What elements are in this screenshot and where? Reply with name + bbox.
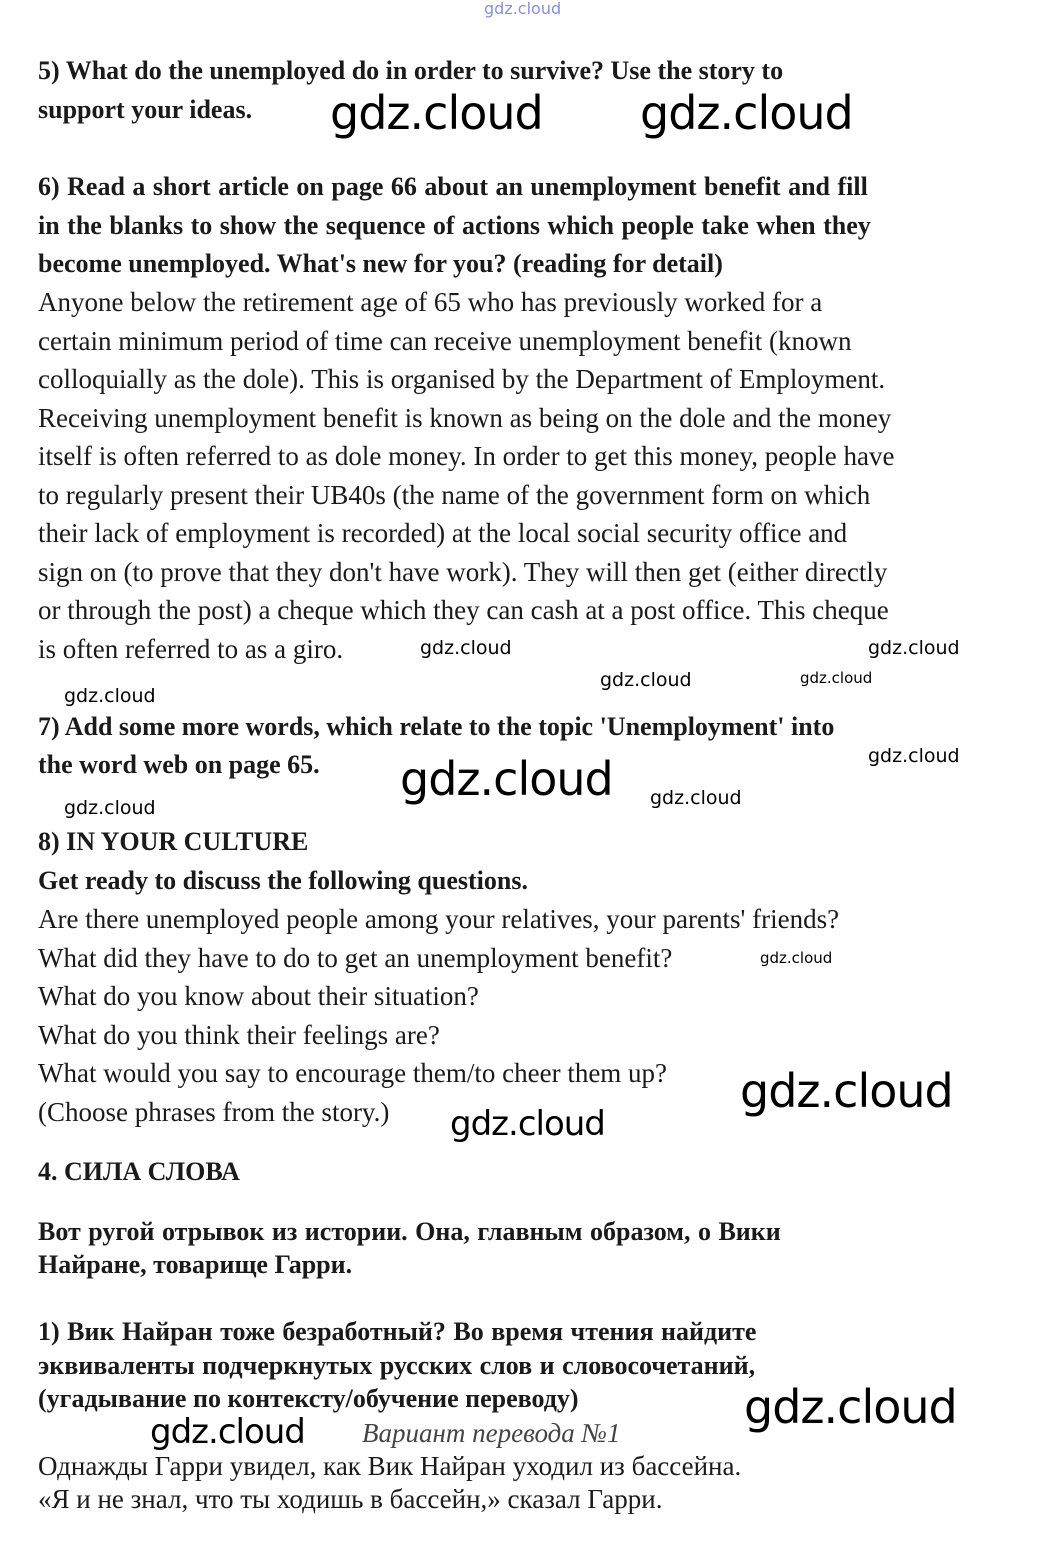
question-7-line: the word web on page 65. xyxy=(38,750,320,779)
intro-line: Вот ругой отрывок из истории. Она, главным образом, о Вики xyxy=(38,1217,781,1246)
watermark-text: gdz.cloud xyxy=(760,949,833,967)
section-4-title: 4. СИЛА СЛОВА xyxy=(38,1157,240,1186)
article-line: is often referred to as a giro. xyxy=(38,634,344,664)
watermark-text: gdz.cloud xyxy=(740,1064,953,1118)
watermark-text: gdz.cloud xyxy=(640,86,853,140)
discussion-question: What do you think their feelings are? xyxy=(38,1020,440,1050)
watermark-text: gdz.cloud xyxy=(150,1412,305,1452)
article-line: sign on (to prove that they don't have work). They will then get (either directly xyxy=(38,557,888,587)
watermark-text: gdz.cloud xyxy=(600,669,692,691)
article-line: itself is often referred to as dole money. In order to get this money, people have xyxy=(38,441,895,471)
watermark-text: gdz.cloud xyxy=(420,637,512,659)
question-6-heading-line: in the blanks to show the sequence of actions which people take when they xyxy=(38,211,871,240)
discussion-question: What would you say to encourage them/to cheer them up? xyxy=(38,1058,668,1088)
watermark-text: gdz.cloud xyxy=(64,685,156,707)
article-line: Receiving unemployment benefit is known as being on the dole and the money xyxy=(38,403,892,433)
watermark-text: gdz.cloud xyxy=(650,787,742,809)
discussion-question: (Choose phrases from the story.) xyxy=(38,1097,390,1127)
article-line: Anyone below the retirement age of 65 who has previously worked for a xyxy=(38,287,823,317)
discussion-question: What do you know about their situation? xyxy=(38,981,479,1011)
discussion-question: What did they have to do to get an unemployment benefit? xyxy=(38,943,673,973)
discussion-question: Are there unemployed people among your relatives, your parents' friends? xyxy=(38,904,840,934)
translation-line: «Я и не знал, что ты ходишь в бассейн,» сказал Гарри. xyxy=(38,1484,663,1514)
article-line: their lack of employment is recorded) at the local social security office and xyxy=(38,518,848,548)
translation-variant-label: Вариант перевода №1 xyxy=(362,1418,621,1448)
watermark-text: gdz.cloud xyxy=(868,745,960,767)
question-5-line: support your ideas. xyxy=(38,95,253,124)
article-line: to regularly present their UB40s (the name of the government form on which xyxy=(38,480,871,510)
task-line: (угадывание по контексту/обучение переводу) xyxy=(38,1384,579,1413)
question-5-line: 5) What do the unemployed do in order to survive? Use the story to xyxy=(38,56,784,85)
watermark-text: gdz.cloud xyxy=(330,86,543,140)
article-line: colloquially as the dole). This is organised by the Department of Employment. xyxy=(38,364,886,394)
watermark-text: gdz.cloud xyxy=(64,797,156,819)
watermark-text: gdz.cloud xyxy=(484,0,562,18)
translation-line: Однажды Гарри увидел, как Вик Найран уходил из бассейна. xyxy=(38,1451,742,1481)
question-6-heading-line: become unemployed. What's new for you? (reading for detail) xyxy=(38,249,723,278)
section-8-subtitle: Get ready to discuss the following questions. xyxy=(38,866,528,895)
watermark-text: gdz.cloud xyxy=(400,752,613,806)
watermark-text: gdz.cloud xyxy=(800,669,873,687)
question-7-line: 7) Add some more words, which relate to the topic 'Unemployment' into xyxy=(38,712,835,741)
watermark-text: gdz.cloud xyxy=(868,637,960,659)
article-line: or through the post) a cheque which they can cash at a post office. This cheque xyxy=(38,595,889,625)
section-8-title: 8) IN YOUR CULTURE xyxy=(38,827,309,856)
watermark-text: gdz.cloud xyxy=(744,1380,957,1434)
intro-line: Найране, товарище Гарри. xyxy=(38,1250,353,1279)
task-line: эквиваленты подчеркнутых русских слов и словосочетаний, xyxy=(38,1351,756,1380)
task-line: 1) Вик Найран тоже безработный? Во время чтения найдите xyxy=(38,1317,757,1346)
question-6-heading-line: 6) Read a short article on page 66 about an unemployment benefit and fill xyxy=(38,172,868,201)
article-line: certain minimum period of time can receive unemployment benefit (known xyxy=(38,326,852,356)
watermark-text: gdz.cloud xyxy=(450,1104,605,1144)
